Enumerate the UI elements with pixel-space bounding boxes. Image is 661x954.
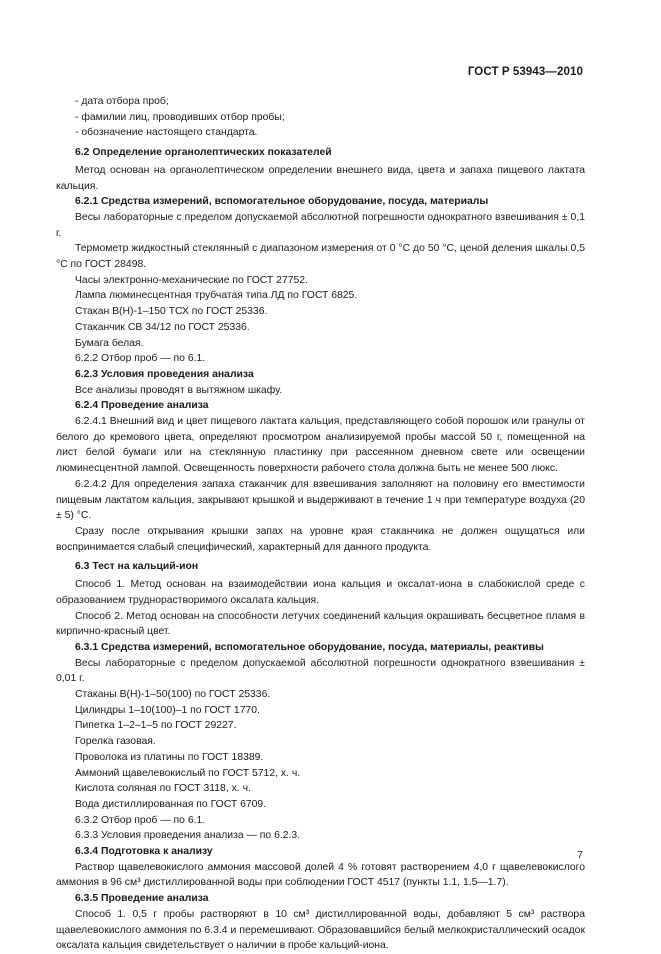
paragraph: Сразу после открывания крышки запах на уровне края стаканчика не должен ощущаться или воспринимается слабый специфический, характерный для данного продукта.: [56, 525, 585, 553]
paragraph: Весы лабораторные с пределом допускаемой абсолютной погрешности однократного взвешивания ± 0,1 г.: [56, 211, 585, 239]
paragraph: Способ 2. Метод основан на способности летучих соединений кальция окрашивать бесцветное пламя в кирпично-красный цвет.: [56, 610, 585, 638]
subsection-heading: 6.3.5 Проведение анализа: [75, 893, 209, 905]
list-item: - обозначение настоящего стандарта.: [75, 127, 258, 139]
paragraph: Проволока из платины по ГОСТ 18389.: [75, 751, 264, 763]
paragraph: Стаканчик СВ 34/12 по ГОСТ 25336.: [75, 321, 250, 333]
paragraph: Стаканы В(Н)-1–50(100) по ГОСТ 25336.: [75, 689, 271, 701]
subsection-heading: 6.2.1 Средства измерений, вспомогательное оборудование, посуда, материалы: [75, 196, 489, 208]
section-heading: 6.3 Тест на кальций-ион: [75, 561, 199, 573]
paragraph: Бумага белая.: [75, 337, 144, 349]
paragraph: Лампа люминесцентная трубчатая типа ЛД по ГОСТ 6825.: [75, 290, 358, 302]
document-body: [56, 94, 585, 954]
paragraph: 6.2.2 Отбор проб — по 6.1.: [75, 353, 206, 365]
list-item: - дата отбора проб;: [75, 96, 169, 107]
paragraph: 6.2.4.2 Для определения запаха стаканчик для взвешивания заполняют на половину его вместимости пищевым лактатом кальция, закрывают крышкой и выдерживают в течение 1 ч при температуре воздуха (20 ± 5) °С.: [56, 478, 585, 522]
section-heading: 6.2 Определение органолептических показателей: [75, 147, 332, 159]
paragraph: 6.3.3 Условия проведения анализа — по 6.2.3.: [75, 830, 301, 842]
paragraph: Цилиндры 1–10(100)–1 по ГОСТ 1770.: [75, 704, 260, 716]
paragraph: Раствор щавелевокислого аммония массовой долей 4 % готовят растворением 4,0 г щавелевокислого аммония в 96 см³ дистиллированной воды при соблюдении ГОСТ 4517 (пункты 1.1, 1.5—1.7).: [56, 861, 585, 889]
paragraph: Пипетка 1–2–1–5 по ГОСТ 29227.: [75, 720, 237, 732]
subsection-heading: 6.3.1 Средства измерений, вспомогательное оборудование, посуда, материалы, реактивы: [75, 641, 544, 653]
subsection-heading: 6.2.4 Проведение анализа: [75, 400, 209, 412]
paragraph: Стакан В(Н)-1–150 ТСХ по ГОСТ 25336.: [75, 306, 268, 318]
subsection-heading: 6.2.3 Условия проведения анализа: [75, 368, 254, 380]
standard-header: ГОСТ Р 53943—2010: [467, 66, 583, 78]
paragraph: Способ 1. Метод основан на взаимодействии иона кальция и оксалат-иона в слабокислой среде с образованием труднорастворимого оксалата кальция.: [56, 579, 585, 606]
paragraph: 6.3.2 Отбор проб — по 6.1.: [75, 814, 206, 826]
page-number: 7: [577, 849, 583, 861]
paragraph: Термометр жидкостный стеклянный с диапазоном измерения от 0 °С до 50 °С, ценой деления шкалы 0,5 °С по ГОСТ 28498.: [56, 243, 585, 271]
paragraph: Часы электронно-механические по ГОСТ 27752.: [75, 274, 308, 286]
paragraph: Способ 1. 0,5 г пробы растворяют в 10 см³ дистиллированной воды, добавляют 5 см³ раствора щавелевокислого аммония по 6.3.4 и перемешивают. Образовавшийся белый мелкокристаллический осадок оксалата кальция свидетельствует о наличии в пробе кальций-иона.: [56, 908, 585, 952]
paragraph: Метод основан на органолептическом определении внешнего вида, цвета и запаха пищевого лактата кальция.: [56, 164, 585, 192]
paragraph: Кислота соляная по ГОСТ 3118, х. ч.: [75, 783, 251, 795]
paragraph: Все анализы проводят в вытяжном шкафу.: [75, 384, 283, 396]
paragraph: Горелка газовая.: [75, 736, 156, 748]
subsection-heading: 6.3.4 Подготовка к анализу: [75, 846, 213, 858]
paragraph: 6.2.4.1 Внешний вид и цвет пищевого лактата кальция, представляющего собой порошок или гранулы от белого до кремового цвета, определяют просмотром анализируемой пробы массой 50 г, помещенной на лист белой бумаги или на стеклянную пластинку при рассеянном дневном свете или освещении люминесцентной лампой. Освещенность поверхности рабочего стола должна быть не менее 500 люкс.: [56, 416, 585, 475]
paragraph: Аммоний щавелевокислый по ГОСТ 5712, х. ч.: [75, 767, 301, 779]
paragraph: Весы лабораторные с пределом допускаемой абсолютной погрешности однократного взвешивания ± 0,01 г.: [56, 657, 585, 685]
list-item: - фамилии лиц, проводивших отбор пробы;: [75, 111, 285, 123]
paragraph: Вода дистиллированная по ГОСТ 6709.: [75, 798, 267, 810]
